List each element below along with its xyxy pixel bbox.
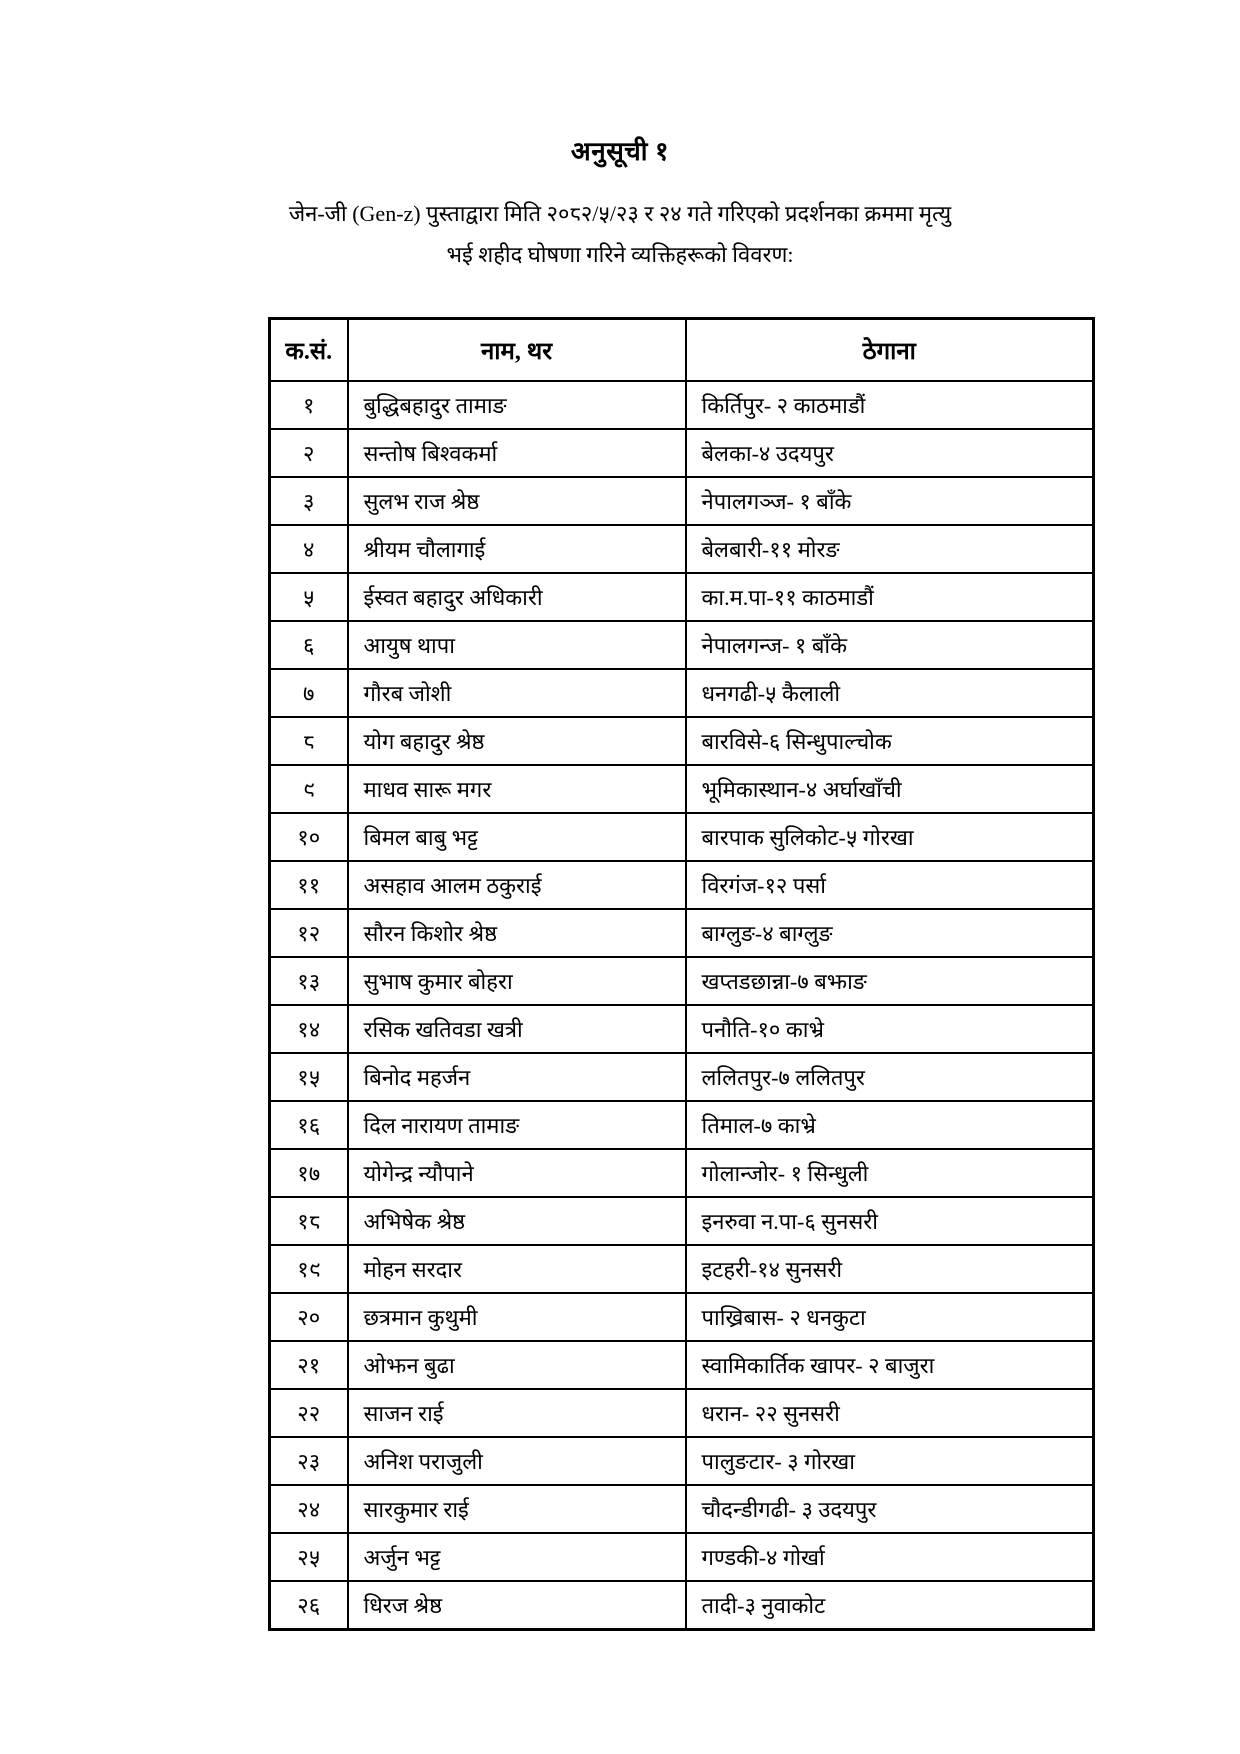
cell-name: ओझन बुढा	[348, 1341, 686, 1389]
cell-name: असहाव आलम ठकुराई	[348, 861, 686, 909]
table-row	[270, 861, 1094, 909]
header-serial-number: क.सं.	[270, 319, 348, 382]
cell-serial-number: १४	[270, 1005, 348, 1053]
cell-address: इनरुवा न.पा-६ सुनसरी	[686, 1197, 1094, 1245]
cell-name: सुभाष कुमार बोहरा	[348, 957, 686, 1005]
intro-line-1: जेन-जी (Gen-z) पुस्ताद्वारा मिति २०८२/५/२३ र २४ गते गरिएको प्रदर्शनका क्रममा मृत्यु	[288, 201, 952, 226]
header-address: ठेगाना	[686, 319, 1094, 382]
cell-address: नेपालगन्ज- १ बाँके	[686, 621, 1094, 669]
cell-serial-number: १८	[270, 1197, 348, 1245]
table-row	[270, 1389, 1094, 1437]
cell-serial-number: २३	[270, 1437, 348, 1485]
table-header-row	[270, 319, 1094, 382]
cell-serial-number: २	[270, 429, 348, 477]
cell-address: पाख्रिबास- २ धनकुटा	[686, 1293, 1094, 1341]
cell-address: तिमाल-७ काभ्रे	[686, 1101, 1094, 1149]
cell-name: सुलभ राज श्रेष्ठ	[348, 477, 686, 525]
cell-name: बिमल बाबु भट्ट	[348, 813, 686, 861]
cell-address: इटहरी-१४ सुनसरी	[686, 1245, 1094, 1293]
cell-name: सारकुमार राई	[348, 1485, 686, 1533]
cell-name: आयुष थापा	[348, 621, 686, 669]
cell-address: बेलका-४ उदयपुर	[686, 429, 1094, 477]
cell-serial-number: २६	[270, 1581, 348, 1630]
cell-name: बुद्धिबहादुर तामाङ	[348, 381, 686, 429]
table-row	[270, 621, 1094, 669]
cell-address: ललितपुर-७ ललितपुर	[686, 1053, 1094, 1101]
table-row	[270, 717, 1094, 765]
cell-serial-number: १९	[270, 1245, 348, 1293]
table-row	[270, 813, 1094, 861]
cell-address: बारपाक सुलिकोट-५ गोरखा	[686, 813, 1094, 861]
martyrs-table	[268, 317, 1095, 1631]
cell-name: योग बहादुर श्रेष्ठ	[348, 717, 686, 765]
table-row	[270, 957, 1094, 1005]
cell-address: पनौति-१० काभ्रे	[686, 1005, 1094, 1053]
cell-name: माधव सारू मगर	[348, 765, 686, 813]
table-row	[270, 909, 1094, 957]
cell-name: मोहन सरदार	[348, 1245, 686, 1293]
cell-name: अर्जुन भट्ट	[348, 1533, 686, 1581]
cell-address: चौदन्डीगढी- ३ उदयपुर	[686, 1485, 1094, 1533]
table-row	[270, 669, 1094, 717]
table-row	[270, 1533, 1094, 1581]
page-title: अनुसूची १	[570, 137, 670, 166]
table-body	[270, 381, 1094, 1630]
cell-name: धिरज श्रेष्ठ	[348, 1581, 686, 1630]
table-row	[270, 1197, 1094, 1245]
cell-name: अनिश पराजुली	[348, 1437, 686, 1485]
cell-address: विरगंज-१२ पर्सा	[686, 861, 1094, 909]
cell-name: सौरन किशोर श्रेष्ठ	[348, 909, 686, 957]
table-row	[270, 1437, 1094, 1485]
table-row	[270, 1581, 1094, 1630]
cell-serial-number: १२	[270, 909, 348, 957]
cell-serial-number: २२	[270, 1389, 348, 1437]
cell-serial-number: २०	[270, 1293, 348, 1341]
cell-address: धरान- २२ सुनसरी	[686, 1389, 1094, 1437]
cell-address: बाग्लुङ-४ बाग्लुङ	[686, 909, 1094, 957]
cell-address: तादी-३ नुवाकोट	[686, 1581, 1094, 1630]
table-row	[270, 1053, 1094, 1101]
cell-address: बेलबारी-११ मोरङ	[686, 525, 1094, 573]
cell-name: ईस्वत बहादुर अधिकारी	[348, 573, 686, 621]
table-row	[270, 1005, 1094, 1053]
cell-serial-number: १७	[270, 1149, 348, 1197]
cell-address: गोलान्जोर- १ सिन्धुली	[686, 1149, 1094, 1197]
cell-address: स्वामिकार्तिक खापर- २ बाजुरा	[686, 1341, 1094, 1389]
cell-name: अभिषेक श्रेष्ठ	[348, 1197, 686, 1245]
cell-name: रसिक खतिवडा खत्री	[348, 1005, 686, 1053]
table-row	[270, 765, 1094, 813]
cell-name: साजन राई	[348, 1389, 686, 1437]
cell-serial-number: २४	[270, 1485, 348, 1533]
table-row	[270, 1485, 1094, 1533]
cell-serial-number: ११	[270, 861, 348, 909]
cell-address: गण्डकी-४ गोर्खा	[686, 1533, 1094, 1581]
cell-address: धनगढी-५ कैलाली	[686, 669, 1094, 717]
table-row	[270, 429, 1094, 477]
header-name: नाम, थर	[348, 319, 686, 382]
cell-serial-number: १०	[270, 813, 348, 861]
cell-address: किर्तिपुर- २ काठमाडौं	[686, 381, 1094, 429]
cell-name: सन्तोष बिश्वकर्मा	[348, 429, 686, 477]
table-row	[270, 1341, 1094, 1389]
table-row	[270, 1293, 1094, 1341]
cell-name: बिनोद महर्जन	[348, 1053, 686, 1101]
cell-serial-number: २१	[270, 1341, 348, 1389]
cell-address: पालुङटार- ३ गोरखा	[686, 1437, 1094, 1485]
cell-serial-number: ५	[270, 573, 348, 621]
table-row	[270, 381, 1094, 429]
cell-name: छत्रमान कुथुमी	[348, 1293, 686, 1341]
cell-address: का.म.पा-११ काठमाडौं	[686, 573, 1094, 621]
intro-paragraph	[230, 194, 1010, 275]
table-row	[270, 1245, 1094, 1293]
cell-serial-number: ३	[270, 477, 348, 525]
cell-address: खप्तडछान्ना-७ बझाङ	[686, 957, 1094, 1005]
cell-name: गौरब जोशी	[348, 669, 686, 717]
cell-serial-number: १६	[270, 1101, 348, 1149]
table-row	[270, 1149, 1094, 1197]
cell-name: दिल नारायण तामाङ	[348, 1101, 686, 1149]
cell-serial-number: ८	[270, 717, 348, 765]
cell-serial-number: १	[270, 381, 348, 429]
table-row	[270, 477, 1094, 525]
cell-address: बारविसे-६ सिन्धुपाल्चोक	[686, 717, 1094, 765]
cell-serial-number: २५	[270, 1533, 348, 1581]
intro-line-2: भई शहीद घोषणा गरिने व्यक्तिहरूको विवरण:	[446, 241, 794, 267]
cell-serial-number: ७	[270, 669, 348, 717]
cell-serial-number: १५	[270, 1053, 348, 1101]
cell-address: नेपालगञ्ज- १ बाँके	[686, 477, 1094, 525]
table-row	[270, 525, 1094, 573]
cell-serial-number: ९	[270, 765, 348, 813]
table-row	[270, 1101, 1094, 1149]
cell-name: श्रीयम चौलागाई	[348, 525, 686, 573]
table-row	[270, 573, 1094, 621]
cell-serial-number: ४	[270, 525, 348, 573]
cell-serial-number: ६	[270, 621, 348, 669]
cell-address: भूमिकास्थान-४ अर्घाखाँची	[686, 765, 1094, 813]
cell-name: योगेन्द्र न्यौपाने	[348, 1149, 686, 1197]
cell-serial-number: १३	[270, 957, 348, 1005]
